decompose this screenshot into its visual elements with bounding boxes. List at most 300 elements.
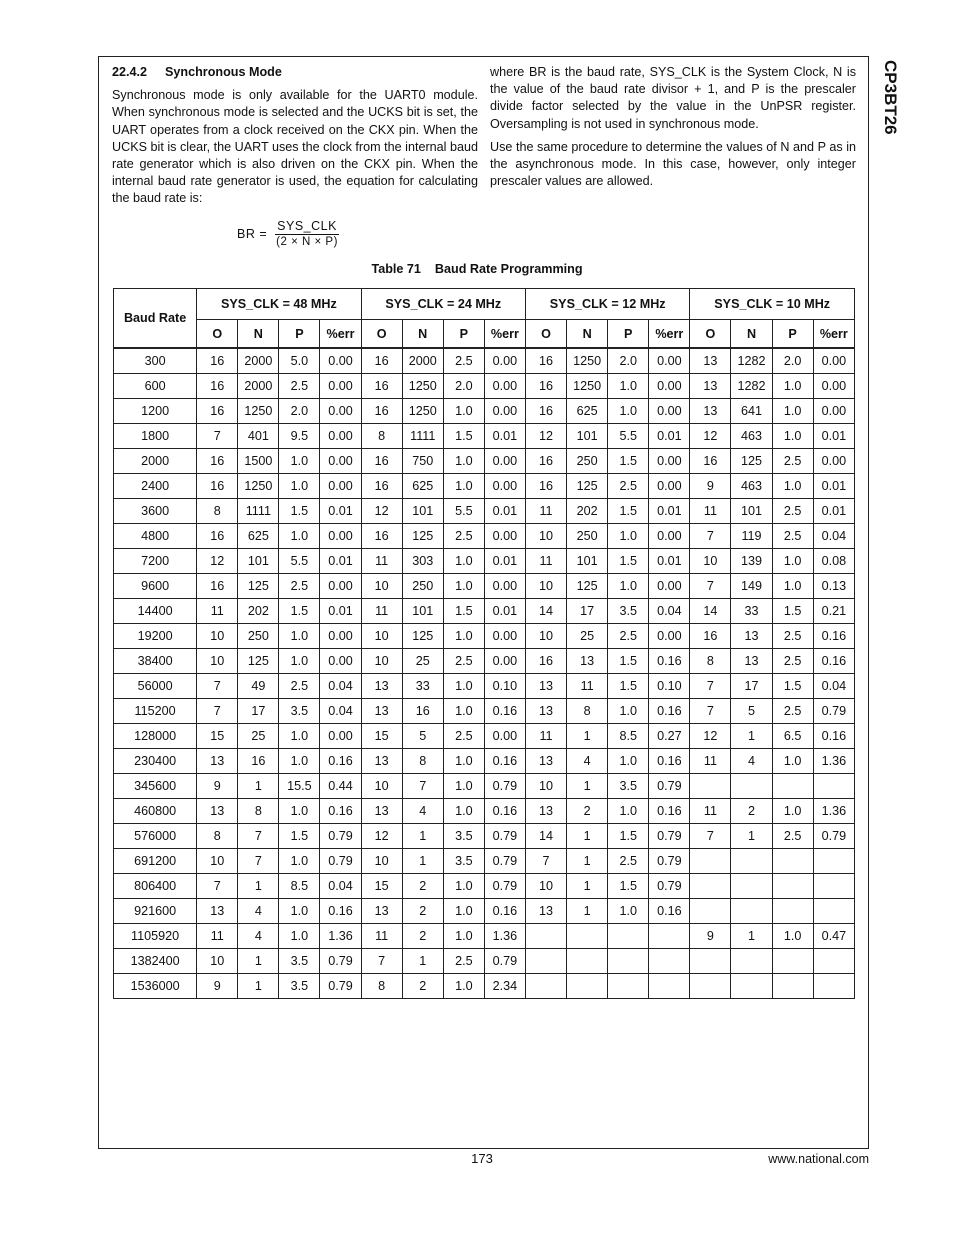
footer-url: www.national.com	[768, 1152, 869, 1166]
table-cell	[731, 949, 772, 974]
table-cell: 625	[567, 399, 608, 424]
table-cell: 25	[402, 649, 443, 674]
table-cell: 1.0	[279, 724, 320, 749]
table-cell: 7	[197, 424, 238, 449]
table-cell: 1.0	[443, 874, 484, 899]
table-cell: 5.5	[279, 549, 320, 574]
table-cell: 1.0	[279, 799, 320, 824]
table-cell: 0.01	[813, 424, 854, 449]
table-cell: 250	[567, 524, 608, 549]
table-cell: 4	[238, 924, 279, 949]
table-cell: 0.16	[320, 799, 361, 824]
table-cell: 0.16	[813, 624, 854, 649]
table-cell: 0.01	[320, 549, 361, 574]
table-cell	[649, 974, 690, 999]
table-cell: 7	[402, 774, 443, 799]
table-cell: 16	[238, 749, 279, 774]
table-cell	[813, 849, 854, 874]
table-cell: 1282	[731, 348, 772, 374]
table-cell: 0.00	[649, 348, 690, 374]
table-cell: 0.47	[813, 924, 854, 949]
table-cell: 0.16	[649, 649, 690, 674]
table-cell	[813, 874, 854, 899]
table-cell: 0.16	[484, 749, 525, 774]
table-cell: 1250	[402, 399, 443, 424]
table-cell: 1.0	[279, 749, 320, 774]
table-cell: 1.0	[772, 799, 813, 824]
table-cell: 2.5	[608, 474, 649, 499]
table-cell: 101	[567, 424, 608, 449]
table-cell: 625	[238, 524, 279, 549]
table-cell: 1.5	[608, 649, 649, 674]
baud-rate-cell: 9600	[114, 574, 197, 599]
table-cell: 2.5	[772, 699, 813, 724]
table-cell: 2.5	[772, 449, 813, 474]
subheader-cell: N	[731, 320, 772, 349]
table-cell: 0.79	[649, 774, 690, 799]
table-cell	[649, 949, 690, 974]
baud-rate-cell: 2400	[114, 474, 197, 499]
table-cell	[772, 874, 813, 899]
table-cell: 250	[402, 574, 443, 599]
table-cell: 7	[525, 849, 566, 874]
table-cell: 1.0	[608, 699, 649, 724]
table-cell: 125	[402, 624, 443, 649]
product-name: CP3BT26	[881, 60, 900, 135]
baud-rate-cell: 2000	[114, 449, 197, 474]
table-cell: 0.10	[484, 674, 525, 699]
table-cell	[813, 774, 854, 799]
table-cell: 0.79	[320, 974, 361, 999]
table-cell: 3.5	[608, 774, 649, 799]
table-cell: 25	[567, 624, 608, 649]
table-row	[114, 524, 855, 549]
table-cell: 2.5	[443, 524, 484, 549]
table-cell: 1.0	[443, 924, 484, 949]
table-cell: 13	[525, 749, 566, 774]
table-cell	[731, 774, 772, 799]
table-number: Table 71	[371, 262, 421, 276]
table-cell: 1.5	[608, 549, 649, 574]
table-cell: 0.79	[813, 824, 854, 849]
table-row	[114, 574, 855, 599]
table-cell: 0.79	[484, 874, 525, 899]
table-cell: 1.0	[772, 574, 813, 599]
table-cell: 10	[361, 774, 402, 799]
header-group-12mhz: SYS_CLK = 12 MHz	[525, 289, 689, 320]
table-cell	[690, 974, 731, 999]
table-row	[114, 924, 855, 949]
table-cell: 12	[690, 724, 731, 749]
table-cell: 4	[402, 799, 443, 824]
table-cell: 16	[402, 699, 443, 724]
table-cell: 8	[361, 974, 402, 999]
subheader-cell: O	[197, 320, 238, 349]
table-cell: 17	[238, 699, 279, 724]
table-cell: 10	[197, 849, 238, 874]
table-row	[114, 774, 855, 799]
table-cell: 0.21	[813, 599, 854, 624]
table-cell: 1111	[238, 499, 279, 524]
table-cell: 750	[402, 449, 443, 474]
table-cell: 1.0	[772, 549, 813, 574]
table-row	[114, 824, 855, 849]
table-cell: 10	[525, 524, 566, 549]
subheader-cell: O	[361, 320, 402, 349]
table-cell: 10	[361, 574, 402, 599]
table-cell: 15	[197, 724, 238, 749]
table-caption	[0, 262, 954, 276]
baud-rate-cell: 300	[114, 348, 197, 374]
table-cell: 17	[731, 674, 772, 699]
table-cell: 1	[567, 774, 608, 799]
table-cell: 125	[238, 574, 279, 599]
table-cell: 1.5	[608, 499, 649, 524]
subheader-cell: %err	[649, 320, 690, 349]
table-cell: 10	[361, 649, 402, 674]
table-cell: 0.01	[484, 424, 525, 449]
baud-rate-cell: 14400	[114, 599, 197, 624]
table-cell: 0.00	[320, 624, 361, 649]
table-cell: 1.0	[443, 674, 484, 699]
table-cell: 10	[197, 649, 238, 674]
table-row	[114, 348, 855, 374]
table-cell: 0.00	[484, 348, 525, 374]
table-cell: 5	[402, 724, 443, 749]
table-cell: 1	[567, 899, 608, 924]
table-cell: 1282	[731, 374, 772, 399]
table-cell: 0.16	[649, 699, 690, 724]
table-cell: 0.16	[320, 749, 361, 774]
table-cell: 2	[567, 799, 608, 824]
table-cell: 8	[690, 649, 731, 674]
table-cell: 13	[525, 899, 566, 924]
table-cell: 5	[731, 699, 772, 724]
subheader-cell: O	[525, 320, 566, 349]
baud-rate-cell: 345600	[114, 774, 197, 799]
table-cell: 16	[361, 348, 402, 374]
table-cell: 1250	[238, 399, 279, 424]
table-cell	[690, 874, 731, 899]
table-cell: 1500	[238, 449, 279, 474]
table-cell: 7	[238, 824, 279, 849]
table-cell: 33	[731, 599, 772, 624]
table-cell: 1.0	[279, 449, 320, 474]
table-cell: 2000	[402, 348, 443, 374]
table-cell	[690, 774, 731, 799]
table-cell: 0.00	[649, 574, 690, 599]
table-cell: 202	[567, 499, 608, 524]
table-cell: 9	[197, 774, 238, 799]
table-cell: 13	[361, 699, 402, 724]
table-cell: 8.5	[608, 724, 649, 749]
table-cell: 7	[197, 699, 238, 724]
baud-rate-cell: 4800	[114, 524, 197, 549]
table-cell: 0.79	[484, 949, 525, 974]
table-cell	[608, 974, 649, 999]
table-cell: 2	[402, 899, 443, 924]
table-cell: 1.5	[279, 599, 320, 624]
table-cell	[731, 849, 772, 874]
table-cell: 8.5	[279, 874, 320, 899]
table-cell: 1.0	[443, 399, 484, 424]
table-cell: 7	[690, 674, 731, 699]
table-cell: 16	[361, 374, 402, 399]
table-row	[114, 374, 855, 399]
table-cell: 0.13	[813, 574, 854, 599]
table-cell: 2.5	[443, 348, 484, 374]
baud-rate-cell: 56000	[114, 674, 197, 699]
baud-rate-cell: 1200	[114, 399, 197, 424]
table-cell: 1.0	[608, 574, 649, 599]
table-cell: 10	[361, 624, 402, 649]
table-cell: 1250	[238, 474, 279, 499]
table-cell: 401	[238, 424, 279, 449]
table-cell: 16	[361, 399, 402, 424]
table-row	[114, 399, 855, 424]
table-cell: 2.5	[772, 824, 813, 849]
table-cell: 9.5	[279, 424, 320, 449]
table-cell: 2000	[238, 348, 279, 374]
subheader-cell: P	[279, 320, 320, 349]
table-cell	[772, 774, 813, 799]
paragraph-definitions: where BR is the baud rate, SYS_CLK is the System Clock, N is the value of the baud rate divisor + 1, and P is the prescaler divide factor selected by the value in the UnPSR register. Oversampling is not used in synchronous mode.	[490, 65, 856, 131]
table-cell: 0.00	[813, 399, 854, 424]
table-cell: 7	[690, 699, 731, 724]
subheader-cell: P	[443, 320, 484, 349]
table-cell: 0.00	[813, 449, 854, 474]
table-cell: 1.0	[443, 799, 484, 824]
table-cell: 8	[197, 499, 238, 524]
section-title: Synchronous Mode	[165, 65, 282, 79]
table-cell: 1.0	[608, 749, 649, 774]
table-cell: 125	[567, 574, 608, 599]
baud-rate-cell: 19200	[114, 624, 197, 649]
formula-lhs: BR =	[237, 226, 268, 241]
table-cell: 1.5	[608, 674, 649, 699]
table-cell: 0.01	[484, 599, 525, 624]
table-cell: 0.04	[649, 599, 690, 624]
table-cell: 0.04	[320, 674, 361, 699]
table-cell: 16	[197, 574, 238, 599]
table-cell: 125	[402, 524, 443, 549]
table-cell: 0.00	[320, 449, 361, 474]
table-cell: 13	[731, 624, 772, 649]
table-cell: 5.5	[443, 499, 484, 524]
table-cell: 0.01	[649, 499, 690, 524]
table-row	[114, 649, 855, 674]
table-cell: 101	[238, 549, 279, 574]
table-cell: 0.01	[813, 474, 854, 499]
table-cell: 0.27	[649, 724, 690, 749]
table-cell: 8	[567, 699, 608, 724]
table-cell: 0.01	[813, 499, 854, 524]
table-cell: 2.5	[279, 374, 320, 399]
paragraph-procedure: Use the same procedure to determine the values of N and P as in the asynchronous mode. In this case, however, only integer prescaler values are allowed.	[490, 139, 856, 189]
table-cell: 1250	[567, 374, 608, 399]
table-cell: 11	[197, 599, 238, 624]
table-cell: 2.5	[279, 674, 320, 699]
table-cell: 11	[690, 499, 731, 524]
header-group-48mhz: SYS_CLK = 48 MHz	[197, 289, 361, 320]
header-group-24mhz: SYS_CLK = 24 MHz	[361, 289, 525, 320]
table-row	[114, 424, 855, 449]
table-cell: 0.00	[649, 524, 690, 549]
table-cell: 4	[731, 749, 772, 774]
table-cell: 7	[690, 524, 731, 549]
table-cell: 0.08	[813, 549, 854, 574]
table-cell: 16	[525, 649, 566, 674]
table-cell: 0.00	[484, 524, 525, 549]
table-cell: 15	[361, 724, 402, 749]
baud-rate-formula	[237, 219, 339, 248]
table-cell: 0.04	[320, 874, 361, 899]
table-cell: 2	[402, 924, 443, 949]
table-cell: 0.79	[649, 849, 690, 874]
table-cell: 1.5	[608, 824, 649, 849]
table-cell: 1	[731, 924, 772, 949]
table-cell: 1.0	[279, 849, 320, 874]
table-cell: 16	[525, 474, 566, 499]
table-cell: 14	[690, 599, 731, 624]
table-cell: 2	[402, 874, 443, 899]
table-cell: 0.00	[649, 374, 690, 399]
paragraph-intro: Synchronous mode is only available for the UART0 module. When synchronous mode is selected and the UCKS bit is set, the UART operates from a clock received on the CKX pin. When the UCKS bit is clear, the UART uses the clock from the internal baud rate generator which is also driven on the CKX pin. When the internal baud rate generator is used, the equation for calculating the baud rate is:	[112, 88, 478, 206]
table-cell: 3.5	[279, 974, 320, 999]
table-cell: 5.0	[279, 348, 320, 374]
table-cell: 1.0	[608, 799, 649, 824]
table-cell: 15.5	[279, 774, 320, 799]
table-cell: 0.79	[320, 849, 361, 874]
table-cell: 2.5	[443, 949, 484, 974]
table-cell: 101	[731, 499, 772, 524]
table-cell: 0.00	[484, 724, 525, 749]
subheader-cell: %err	[320, 320, 361, 349]
baud-rate-cell: 1105920	[114, 924, 197, 949]
table-cell: 16	[197, 474, 238, 499]
table-cell: 1.36	[813, 749, 854, 774]
table-cell: 0.16	[813, 649, 854, 674]
table-cell: 1	[238, 874, 279, 899]
table-cell: 1.0	[772, 749, 813, 774]
table-cell: 1.0	[772, 474, 813, 499]
baud-rate-cell: 576000	[114, 824, 197, 849]
table-cell: 0.00	[649, 399, 690, 424]
table-cell: 1	[567, 824, 608, 849]
table-row	[114, 724, 855, 749]
table-cell	[731, 974, 772, 999]
table-cell: 10	[197, 624, 238, 649]
table-cell: 0.79	[649, 874, 690, 899]
table-cell: 0.00	[320, 574, 361, 599]
table-cell: 1	[731, 824, 772, 849]
table-cell: 1	[238, 949, 279, 974]
table-cell: 1.36	[813, 799, 854, 824]
table-title: Baud Rate Programming	[434, 262, 583, 276]
table-cell: 2000	[238, 374, 279, 399]
table-cell: 1.5	[279, 824, 320, 849]
baud-rate-cell: 1800	[114, 424, 197, 449]
table-row	[114, 449, 855, 474]
table-cell: 1.0	[608, 899, 649, 924]
table-cell: 119	[731, 524, 772, 549]
table-cell: 3.5	[443, 824, 484, 849]
table-body	[114, 348, 855, 999]
table-cell: 0.00	[813, 348, 854, 374]
table-cell: 11	[525, 724, 566, 749]
table-cell: 2.5	[279, 574, 320, 599]
table-cell: 2.5	[772, 524, 813, 549]
table-cell: 13	[361, 899, 402, 924]
table-cell: 13	[197, 799, 238, 824]
table-cell: 10	[525, 874, 566, 899]
table-cell: 3.5	[443, 849, 484, 874]
table-cell: 1	[238, 774, 279, 799]
table-cell: 12	[690, 424, 731, 449]
table-cell: 15	[361, 874, 402, 899]
table-cell: 0.01	[649, 424, 690, 449]
table-cell: 1	[567, 874, 608, 899]
table-cell: 1.0	[772, 924, 813, 949]
table-cell: 11	[361, 599, 402, 624]
table-cell: 0.79	[649, 824, 690, 849]
table-cell: 1.0	[443, 549, 484, 574]
table-cell	[690, 849, 731, 874]
table-cell: 463	[731, 424, 772, 449]
table-cell: 0.01	[484, 499, 525, 524]
baud-rate-cell: 1382400	[114, 949, 197, 974]
table-cell: 12	[197, 549, 238, 574]
table-cell: 1.0	[279, 649, 320, 674]
table-cell: 16	[197, 524, 238, 549]
table-cell: 1250	[402, 374, 443, 399]
table-cell: 1.5	[772, 674, 813, 699]
table-row	[114, 799, 855, 824]
header-group-10mhz: SYS_CLK = 10 MHz	[690, 289, 855, 320]
table-cell: 1.5	[443, 424, 484, 449]
table-cell: 16	[197, 348, 238, 374]
table-cell: 0.79	[484, 824, 525, 849]
table-cell: 0.16	[649, 799, 690, 824]
table-cell: 1	[567, 849, 608, 874]
table-cell: 1.0	[279, 924, 320, 949]
subheader-cell: %err	[813, 320, 854, 349]
table-cell: 13	[525, 699, 566, 724]
table-cell: 2.5	[608, 849, 649, 874]
table-cell: 2.5	[443, 649, 484, 674]
table-cell: 11	[690, 749, 731, 774]
table-cell: 0.00	[649, 624, 690, 649]
baud-rate-cell: 38400	[114, 649, 197, 674]
table-cell: 13	[567, 649, 608, 674]
table-cell: 0.16	[813, 724, 854, 749]
table-cell: 7	[690, 824, 731, 849]
baud-rate-cell: 460800	[114, 799, 197, 824]
table-cell: 1.5	[608, 449, 649, 474]
table-cell: 13	[361, 749, 402, 774]
page-number: 173	[471, 1151, 493, 1166]
table-cell: 1.0	[772, 374, 813, 399]
table-cell: 0.10	[649, 674, 690, 699]
table-cell: 1	[402, 824, 443, 849]
table-cell: 16	[361, 524, 402, 549]
table-cell: 0.00	[320, 374, 361, 399]
subheader-cell: P	[608, 320, 649, 349]
table-row	[114, 624, 855, 649]
table-cell: 7	[197, 874, 238, 899]
table-cell: 4	[567, 749, 608, 774]
table-cell: 16	[525, 449, 566, 474]
